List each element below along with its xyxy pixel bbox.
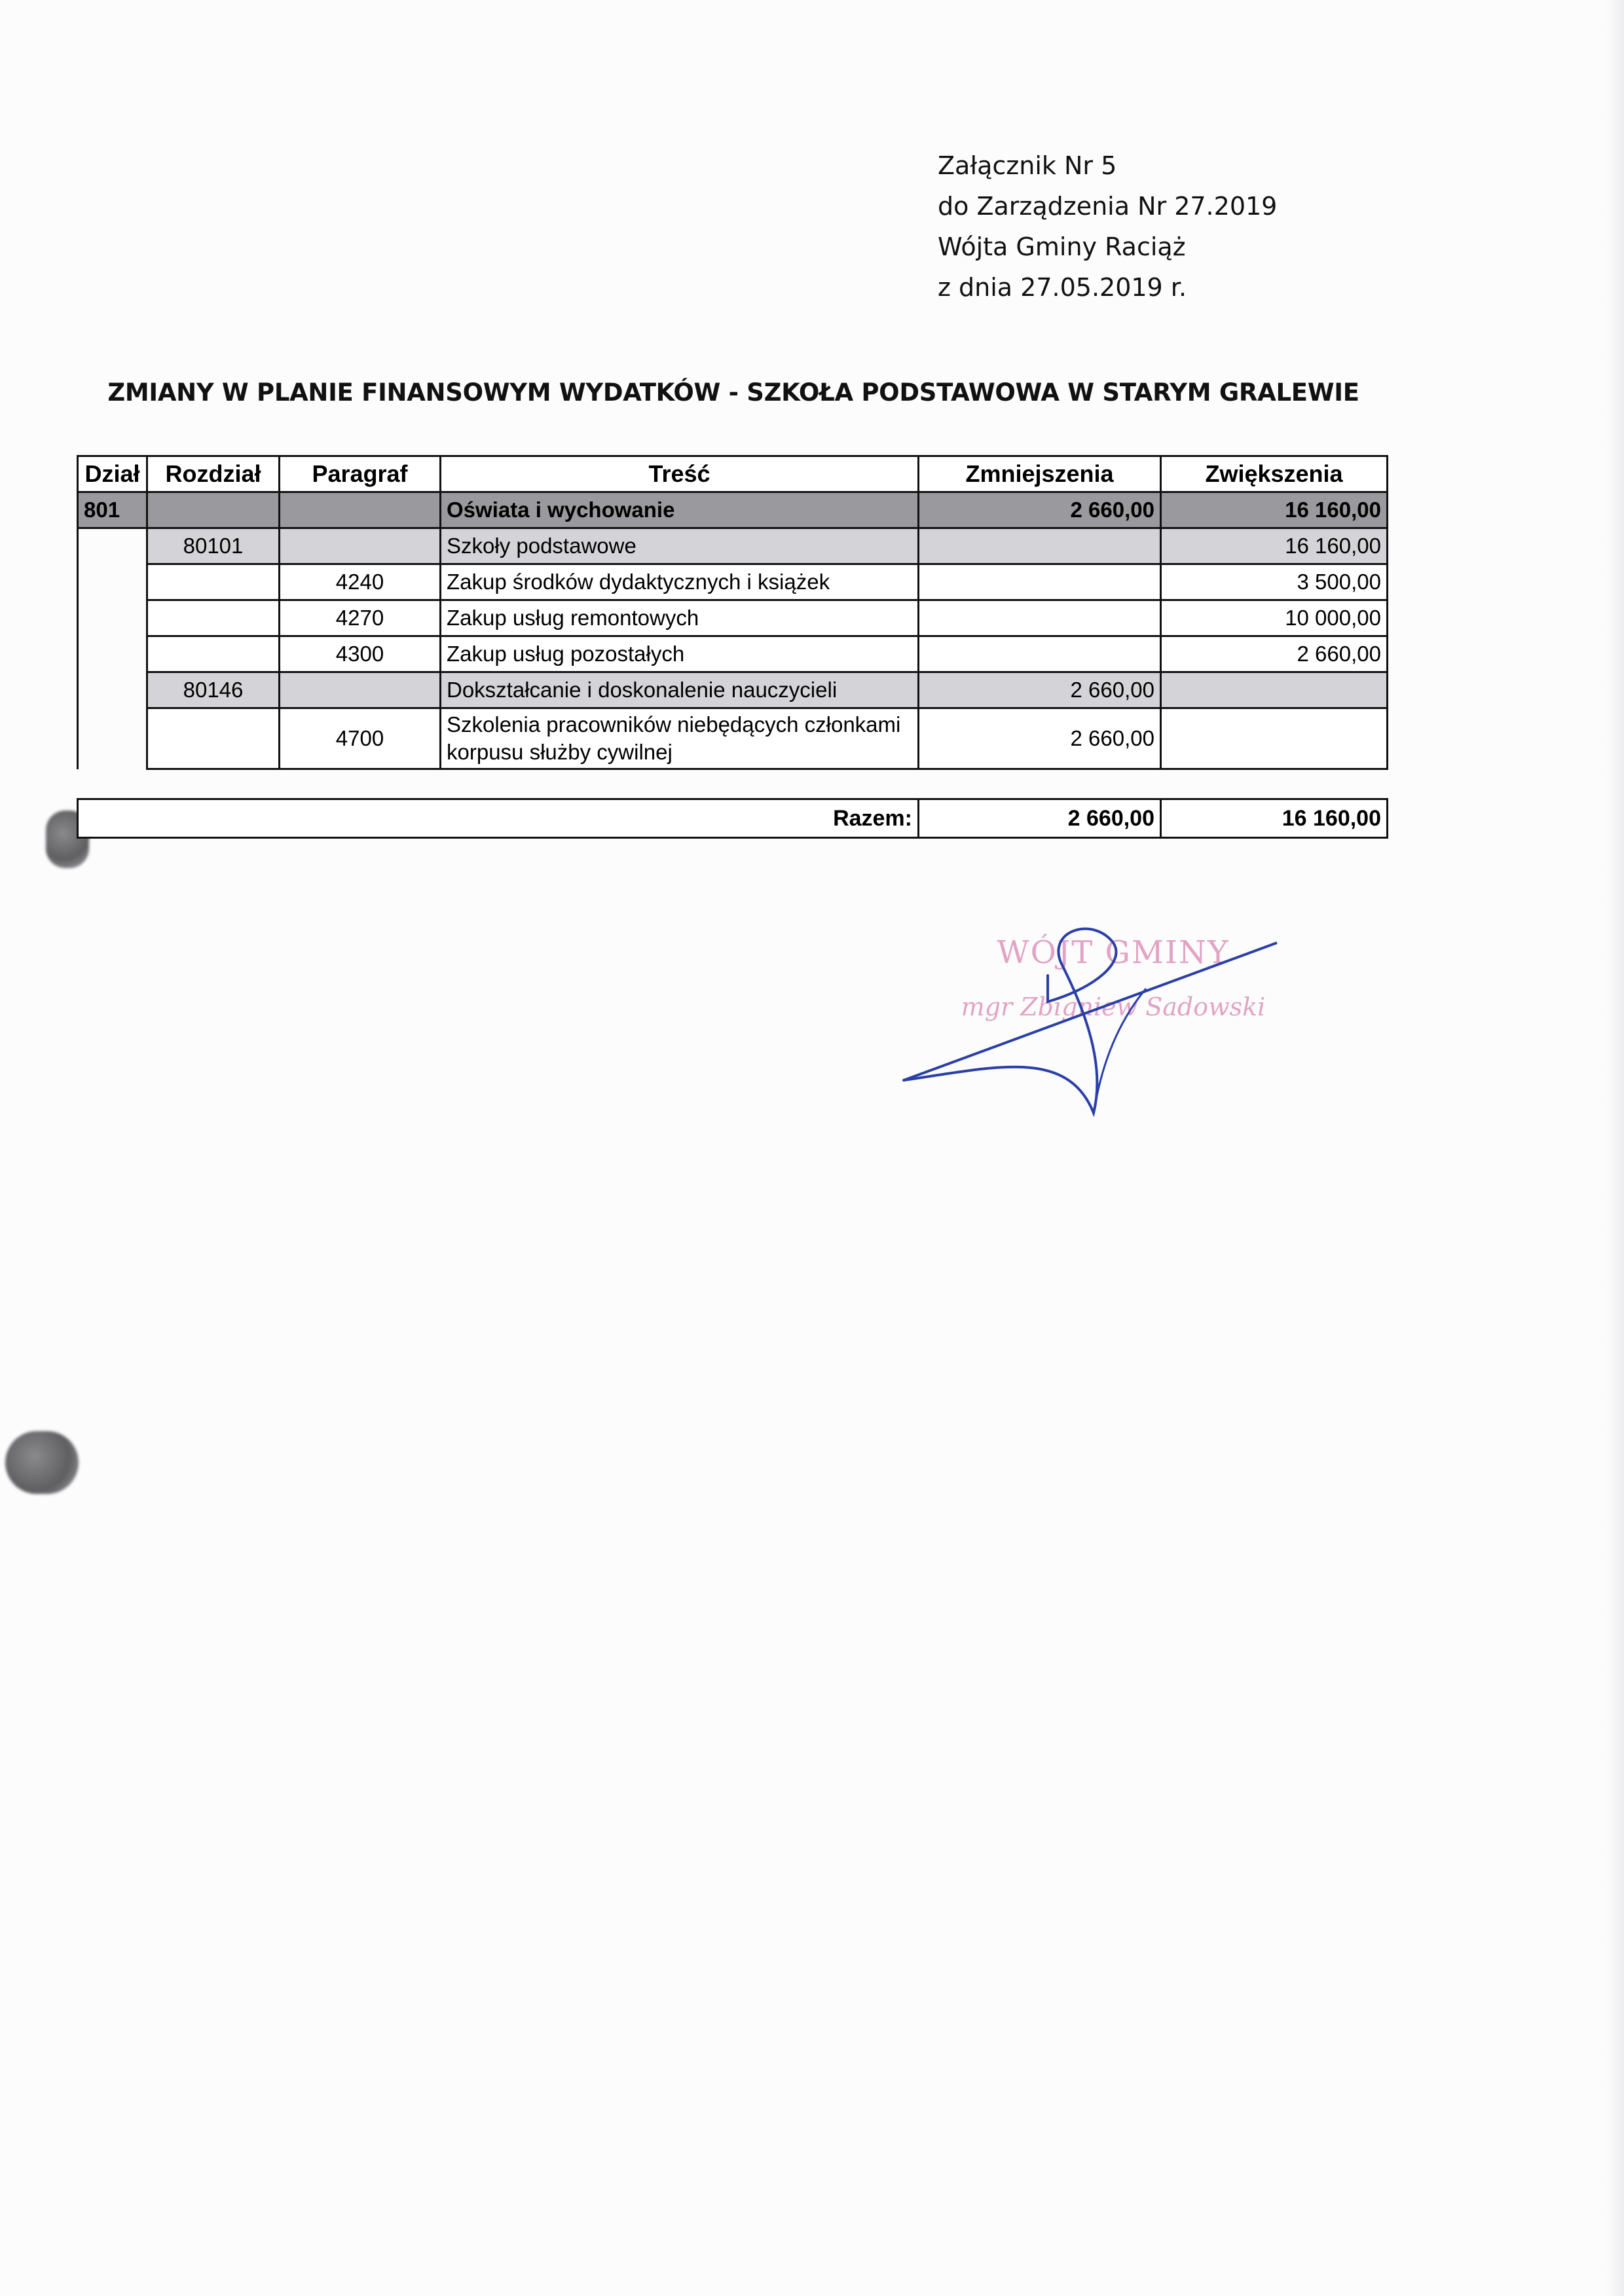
stamp-name: mgr Zbigniew Sadowski <box>961 993 1266 1021</box>
total-table <box>77 798 1388 839</box>
header-rozdzial: Rozdział <box>147 456 280 492</box>
cell-rozdzial <box>147 708 280 769</box>
cell-paragraf: 4240 <box>280 564 441 600</box>
budget-changes-table <box>77 455 1388 770</box>
cell-rozdzial <box>147 636 280 672</box>
cell-paragraf <box>280 528 441 564</box>
cell-dzial <box>78 708 147 769</box>
cell-rozdzial: 80146 <box>147 672 280 708</box>
table-row <box>78 600 1388 636</box>
cell-tresc: Dokształcanie i doskonalenie nauczycieli <box>441 672 919 708</box>
cell-dzial <box>78 600 147 636</box>
attachment-line-2: do Zarządzenia Nr 27.2019 <box>938 192 1278 221</box>
cell-tresc: Zakup usług remontowych <box>441 600 919 636</box>
attachment-line-3: Wójta Gminy Raciąż <box>938 232 1186 261</box>
cell-zmniejszenia <box>919 600 1161 636</box>
cell-dzial <box>78 564 147 600</box>
cell-zmniejszenia <box>919 528 1161 564</box>
table-header-row <box>78 456 1388 492</box>
header-dzial: Dział <box>78 456 147 492</box>
cell-zwiekszenia: 10 000,00 <box>1161 600 1388 636</box>
cell-zwiekszenia <box>1161 672 1388 708</box>
cell-tresc: Zakup środków dydaktycznych i książek <box>441 564 919 600</box>
attachment-line-1: Załącznik Nr 5 <box>938 151 1117 180</box>
cell-zwiekszenia: 3 500,00 <box>1161 564 1388 600</box>
cell-zwiekszenia: 16 160,00 <box>1161 528 1388 564</box>
cell-paragraf <box>280 492 441 528</box>
cell-zmniejszenia: 2 660,00 <box>919 672 1161 708</box>
cell-dzial: 801 <box>78 492 147 528</box>
cell-rozdzial: 80101 <box>147 528 280 564</box>
attachment-line-4: z dnia 27.05.2019 r. <box>938 273 1187 302</box>
total-zmniejszenia: 2 660,00 <box>919 799 1161 838</box>
total-label: Razem: <box>78 799 919 838</box>
cell-dzial <box>78 528 147 564</box>
cell-paragraf: 4300 <box>280 636 441 672</box>
cell-zmniejszenia <box>919 636 1161 672</box>
table-row <box>78 564 1388 600</box>
header-zwiekszenia: Zwiększenia <box>1161 456 1388 492</box>
header-tresc: Treść <box>441 456 919 492</box>
cell-rozdzial <box>147 492 280 528</box>
attachment-note <box>938 145 1277 308</box>
table-row-section <box>78 492 1388 528</box>
cell-dzial <box>78 636 147 672</box>
cell-tresc: Zakup usług pozostałych <box>441 636 919 672</box>
cell-zwiekszenia: 16 160,00 <box>1161 492 1388 528</box>
table-row <box>78 708 1388 769</box>
stamp-title: WÓJT GMINY <box>997 934 1230 971</box>
cell-rozdzial <box>147 564 280 600</box>
cell-tresc: Szkoły podstawowe <box>441 528 919 564</box>
total-zwiekszenia: 16 160,00 <box>1161 799 1388 838</box>
cell-paragraf <box>280 672 441 708</box>
table-row-subsection <box>78 528 1388 564</box>
handwritten-signature <box>897 917 1290 1133</box>
cell-zmniejszenia <box>919 564 1161 600</box>
total-row <box>78 799 1388 838</box>
cell-dzial <box>78 672 147 708</box>
cell-zmniejszenia: 2 660,00 <box>919 708 1161 769</box>
table-row-subsection <box>78 672 1388 708</box>
cell-tresc: Szkolenia pracowników niebędących członkami korpusu służby cywilnej <box>441 708 919 769</box>
cell-rozdzial <box>147 600 280 636</box>
cell-zwiekszenia <box>1161 708 1388 769</box>
punch-hole-bottom <box>5 1431 79 1494</box>
cell-zmniejszenia: 2 660,00 <box>919 492 1161 528</box>
cell-zwiekszenia: 2 660,00 <box>1161 636 1388 672</box>
page-edge-shadow <box>1606 0 1624 2296</box>
cell-paragraf: 4270 <box>280 600 441 636</box>
cell-tresc: Oświata i wychowanie <box>441 492 919 528</box>
cell-paragraf: 4700 <box>280 708 441 769</box>
header-zmniejszenia: Zmniejszenia <box>919 456 1161 492</box>
document-title: ZMIANY W PLANIE FINANSOWYM WYDATKÓW - SZKOŁA PODSTAWOWA W STARYM GRALEWIE <box>107 378 1359 407</box>
header-paragraf: Paragraf <box>280 456 441 492</box>
table-row <box>78 636 1388 672</box>
